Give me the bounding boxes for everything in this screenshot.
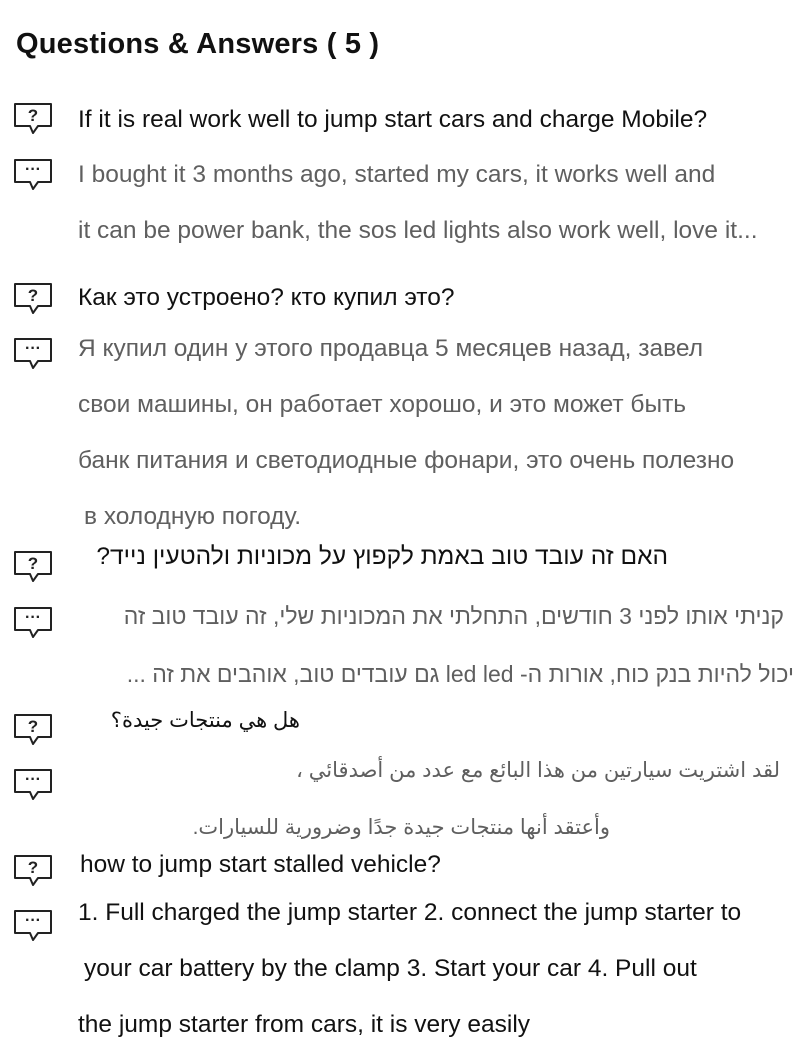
- answer-line: 1. Full charged the jump starter 2. connect the jump starter to: [78, 899, 742, 926]
- question-text: האם זה עובד טוב באמת לקפוץ על מכוניות ולהטעין נייד?: [96, 543, 668, 570]
- answer-line: it can be power bank, the sos led lights also work well, love it...: [78, 217, 758, 244]
- answer-line: وأعتقد أنها منتجات جيدة جدًا وضرورية للسيارات.: [192, 816, 610, 839]
- answer-line: لقد اشتريت سيارتين من هذا البائع مع عدد من أصدقائي ،: [296, 759, 780, 782]
- svg-text:···: ···: [25, 912, 41, 929]
- page-title: Questions & Answers ( 5 ): [16, 28, 380, 60]
- svg-text:?: ?: [27, 717, 39, 736]
- answer-line: קניתי אותו לפני 3 חודשים, התחלתי את המכוניות שלי, זה עובד טוב זה: [123, 603, 784, 629]
- question-bubble-icon: [12, 853, 54, 889]
- answer-line: банк питания и светодиодные фонари, это очень полезно: [78, 447, 735, 474]
- svg-text:···: ···: [25, 161, 41, 178]
- svg-text:?: ?: [27, 106, 39, 125]
- answer-bubble-icon: [12, 605, 54, 641]
- question-text: هل هي منتجات جيدة؟: [110, 709, 300, 732]
- question-bubble-icon: [12, 281, 54, 317]
- question-bubble-icon: [12, 549, 54, 585]
- answer-line: свои машины, он работает хорошо, и это может быть: [78, 391, 687, 418]
- answer-bubble-icon: [12, 336, 54, 372]
- answer-line: в холодную погоду.: [84, 503, 302, 530]
- answer-line: your car battery by the clamp 3. Start your car 4. Pull out: [84, 955, 697, 982]
- answer-line: the jump starter from cars, it is very easily: [78, 1011, 531, 1038]
- svg-text:···: ···: [25, 771, 41, 788]
- svg-text:?: ?: [27, 858, 39, 877]
- answer-line: I bought it 3 months ago, started my cars, it works well and: [78, 161, 716, 188]
- svg-text:···: ···: [25, 609, 41, 626]
- answer-line: יכול להיות בנק כוח, אורות ה- led led גם עובדים טוב, אוהבים את זה ...: [126, 661, 794, 687]
- answer-bubble-icon: [12, 908, 54, 944]
- question-bubble-icon: [12, 101, 54, 137]
- svg-text:?: ?: [27, 554, 39, 573]
- answer-bubble-icon: [12, 767, 54, 803]
- answer-line: Я купил один у этого продавца 5 месяцев назад, завел: [78, 335, 703, 362]
- answer-bubble-icon: [12, 157, 54, 193]
- svg-text:?: ?: [27, 286, 39, 305]
- question-bubble-icon: [12, 712, 54, 748]
- question-text: how to jump start stalled vehicle?: [80, 851, 441, 878]
- question-text: If it is real work well to jump start cars and charge Mobile?: [78, 106, 708, 133]
- svg-text:···: ···: [25, 340, 41, 357]
- question-text: Как это устроено? кто купил это?: [78, 284, 455, 311]
